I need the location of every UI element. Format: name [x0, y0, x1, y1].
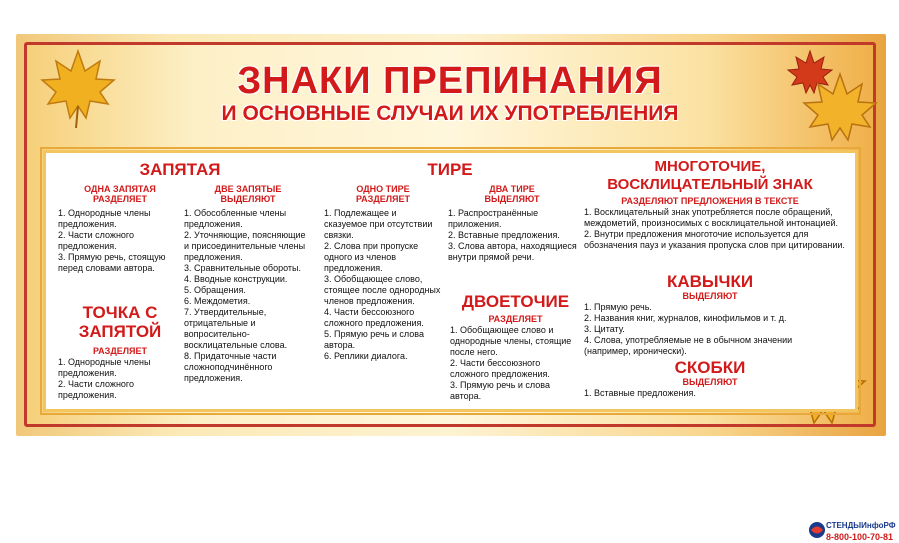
skobki-sub: ВЫДЕЛЯЮТ — [682, 377, 738, 387]
tochka-heading-line2: ЗАПЯТОЙ — [78, 322, 162, 341]
tire-one-list — [324, 208, 442, 362]
tire-one-sub2: РАЗДЕЛЯЕТ — [355, 194, 411, 204]
list-item: 3. Прямую речь и слова автора. — [450, 380, 550, 401]
list-item: 2. Части сложного предложения. — [58, 379, 135, 400]
dvoetochie-sub: РАЗДЕЛЯЕТ — [488, 314, 543, 324]
tochka-heading-line1: ТОЧКА С — [82, 303, 158, 322]
logo-name: СТЕНДЫИнфоРФ — [826, 521, 896, 530]
zapyataya-one-sub2: РАЗДЕЛЯЕТ — [92, 194, 148, 204]
mnogotochie-heading-line2: ВОСКЛИЦАТЕЛЬНЫЙ ЗНАК — [607, 176, 813, 193]
list-item: 1. Обособленные члены предложения. — [184, 208, 287, 229]
list-item: 6. Реплики диалога. — [324, 351, 408, 361]
page-title: ЗНАКИ ПРЕПИНАНИЯ — [237, 60, 663, 102]
logo-mark-icon — [808, 521, 826, 539]
zapyataya-one-sub1: ОДНА ЗАПЯТАЯ — [84, 184, 156, 194]
tire-one-sub1: ОДНО ТИРЕ — [356, 184, 410, 194]
list-item: 1. Однородные члены предложения. — [58, 357, 151, 378]
kavychki-heading: КАВЫЧКИ — [666, 272, 754, 291]
list-item: 5. Прямую речь и слова автора. — [324, 329, 424, 350]
list-item: 3. Прямую речь, стоящую перед словами автора. — [58, 252, 166, 273]
maple-leaf-icon — [38, 46, 118, 131]
dvoetochie-list — [450, 325, 578, 402]
tire-two-sub2: ВЫДЕЛЯЮТ — [484, 194, 540, 204]
kavychki-sub: ВЫДЕЛЯЮТ — [682, 291, 738, 301]
mnogotochie-heading-line1: МНОГОТОЧИЕ, — [654, 158, 766, 175]
list-item: 4. Вводные конструкции. — [184, 274, 288, 284]
list-item: 1. Восклицательный знак употребляется после обращений, междометий, произносимых с восклицательной интонацией. — [584, 207, 838, 228]
list-item: 4. Части бессоюзного сложного предложения. — [324, 307, 424, 328]
tire-two-list — [448, 208, 580, 263]
list-item: 1. Подлежащее и сказуемое при отсутствии связки. — [324, 208, 433, 240]
list-item: 5. Обращения. — [184, 285, 246, 295]
list-item: 3. Цитату. — [584, 324, 625, 334]
list-item: 2. Названия книг, журналов, кинофильмов и т. д. — [584, 313, 787, 323]
list-item: 1. Обобщающее слово и однородные члены, стоящие после него. — [450, 325, 572, 357]
list-item: 2. Вставные предложения. — [448, 230, 560, 240]
logo-phone: 8-800-100-70-81 — [826, 532, 894, 542]
tochka-sub: РАЗДЕЛЯЕТ — [92, 346, 148, 356]
maple-leaf-icon — [800, 70, 880, 150]
list-item: 7. Утвердительные, отрицательные и вопросительно-восклицательные слова. — [184, 307, 288, 350]
list-item: 2. Слова при пропуске одного из членов предложения. — [324, 241, 419, 273]
tochka-list — [58, 357, 182, 401]
tire-two-sub1: ДВА ТИРЕ — [489, 184, 535, 194]
mnogotochie-list — [584, 207, 848, 251]
list-item: 2. Уточняющие, поясняющие и присоединительные члены предложения. — [184, 230, 306, 262]
list-item: 6. Междометия. — [184, 296, 251, 306]
list-item: 8. Придаточные части сложноподчинённого предложения. — [184, 351, 277, 383]
list-item: 3. Обобщающее слово, стоящее после однородных членов предложения. — [324, 274, 441, 306]
list-item: 1. Распространённые приложения. — [448, 208, 539, 229]
list-item: 4. Слова, употребляемые не в обычном значении (например, иронически). — [584, 335, 793, 356]
mnogotochie-sub: РАЗДЕЛЯЮТ ПРЕДЛОЖЕНИЯ В ТЕКСТЕ — [621, 196, 799, 206]
zapyataya-two-sub1: ДВЕ ЗАПЯТЫЕ — [214, 184, 282, 194]
list-item: 3. Сравнительные обороты. — [184, 263, 301, 273]
list-item: 1. Однородные члены предложения. — [58, 208, 151, 229]
skobki-heading: СКОБКИ — [674, 358, 746, 377]
list-item: 1. Прямую речь. — [584, 302, 652, 312]
list-item: 2. Части сложного предложения. — [58, 230, 135, 251]
tire-heading: ТИРЕ — [427, 160, 473, 179]
zapyataya-one-list — [58, 208, 182, 274]
list-item: 3. Слова автора, находящиеся внутри прямой речи. — [448, 241, 577, 262]
skobki-list — [584, 388, 784, 399]
page-subtitle: И ОСНОВНЫЕ СЛУЧАИ ИХ УПОТРЕБЛЕНИЯ — [221, 102, 679, 125]
zapyataya-two-list — [184, 208, 310, 384]
kavychki-list — [584, 302, 834, 357]
list-item: 1. Вставные предложения. — [584, 388, 696, 398]
list-item: 2. Части бессоюзного сложного предложения. — [450, 358, 550, 379]
zapyataya-two-sub2: ВЫДЕЛЯЮТ — [220, 194, 276, 204]
dvoetochie-heading: ДВОЕТОЧИЕ — [461, 292, 570, 311]
zapyataya-heading: ЗАПЯТАЯ — [139, 160, 221, 179]
list-item: 2. Внутри предложения многоточие используется для обозначения пауз и указания пропуска слов при цитировании. — [584, 229, 845, 250]
